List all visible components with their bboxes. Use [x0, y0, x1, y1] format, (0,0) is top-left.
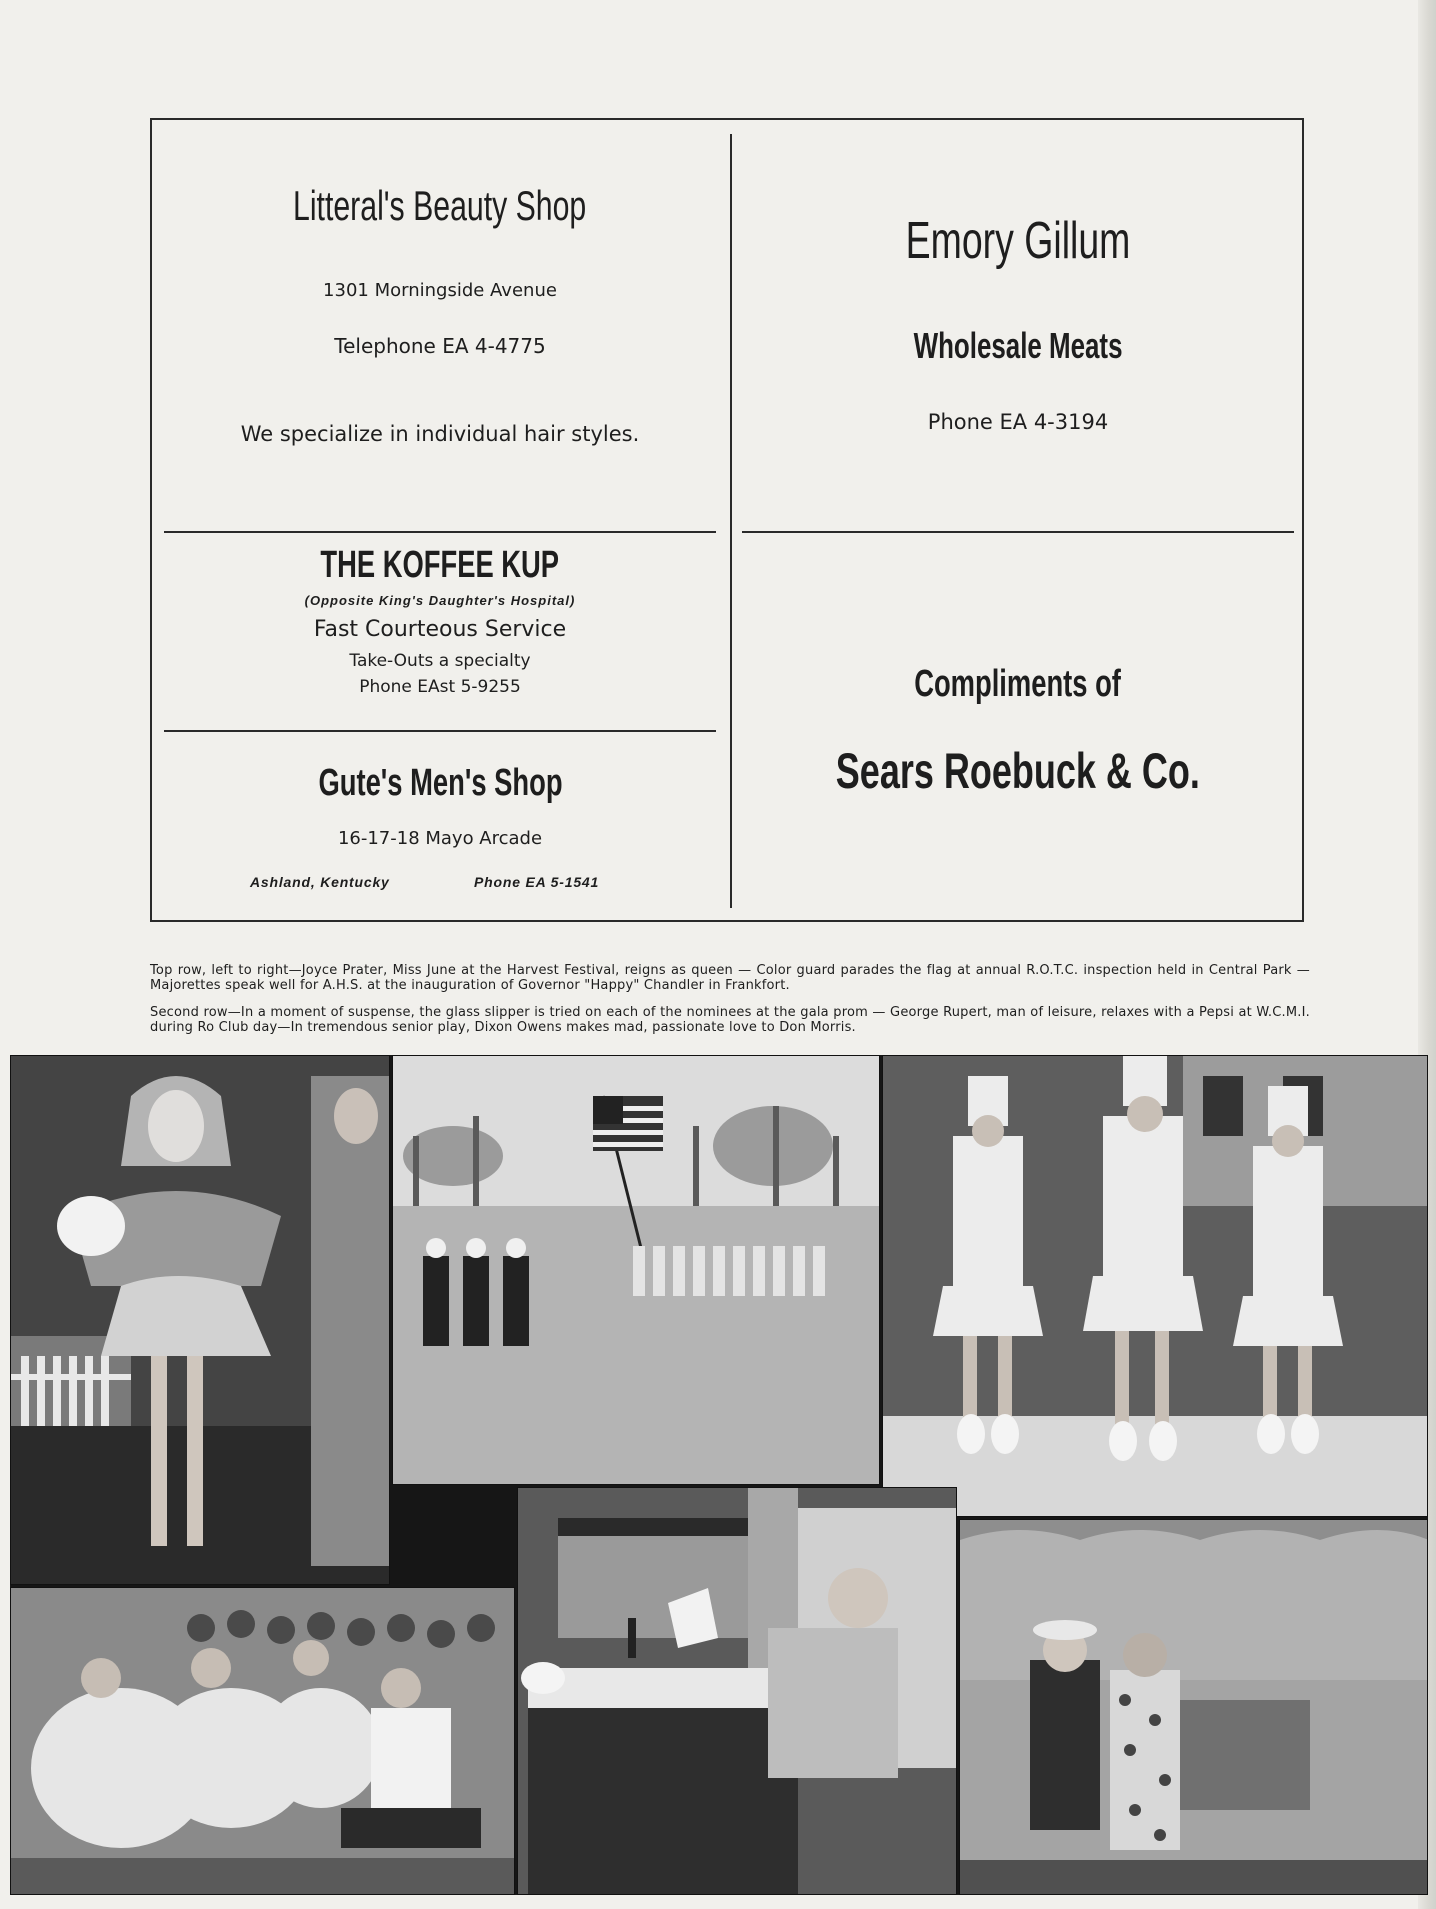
gutes-phone: Phone EA 5-1541 [474, 874, 600, 890]
gutes-city: Ashland, Kentucky [250, 874, 390, 890]
divider-left-lower [164, 730, 716, 732]
color-guard-illustration [393, 1056, 880, 1485]
photo-majorettes [882, 1055, 1428, 1517]
caption-top-row: Top row, left to right—Joyce Prater, Miss June at the Harvest Festival, reigns as queen — Color guard parades the flag at annual R.O.T.C. inspection held in Central Park — Majorettes speak well for A.H.S. at the inauguration of Governor "Happy" Chandler in Frankfort. [150, 963, 1310, 993]
george-rupert-illustration [518, 1488, 957, 1895]
koffee-location: (Opposite King's Daughter's Hospital) [304, 593, 576, 608]
koffee-title: THE KOFFEE KUP [320, 544, 560, 586]
koffee-service: Fast Courteous Service [313, 617, 567, 642]
vertical-divider [730, 134, 732, 908]
sears-compliments: Compliments of [914, 663, 1122, 705]
sears-title: Sears Roebuck & Co. [835, 743, 1201, 799]
glass-slipper-illustration [11, 1588, 515, 1895]
emory-phone: Phone EA 4-3194 [927, 410, 1109, 434]
photo-harvest-queen [10, 1055, 390, 1585]
divider-left-upper [164, 531, 716, 533]
emory-business: Wholesale Meats [913, 325, 1123, 366]
litterals-telephone: Telephone EA 4-4775 [334, 334, 546, 358]
photo-glass-slipper [10, 1587, 515, 1895]
photo-senior-play [959, 1519, 1428, 1895]
gutes-title: Gute's Men's Shop [317, 762, 563, 804]
caption-second-row: Second row—In a moment of suspense, the glass slipper is tried on each of the nominees at the gala prom — George Rupert, man of leisure, relaxes with a Pepsi at W.C.M.I. during Ro Club day—In tremendous senior play, Dixon Owens makes mad, passionate love to Don Morris. [150, 1005, 1310, 1035]
harvest-queen-illustration [11, 1056, 390, 1585]
koffee-phone: Phone EAst 5-9255 [359, 677, 521, 697]
gutes-address: 16-17-18 Mayo Arcade [337, 828, 543, 849]
majorettes-illustration [883, 1056, 1428, 1517]
photo-color-guard [392, 1055, 880, 1485]
emory-title: Emory Gillum [905, 212, 1131, 270]
divider-right [742, 531, 1294, 533]
litterals-title: Litteral's Beauty Shop [293, 182, 587, 229]
senior-play-illustration [960, 1520, 1428, 1895]
photo-george-rupert [517, 1487, 957, 1895]
litterals-address: 1301 Morningside Avenue [323, 280, 557, 301]
advertisement-box [150, 118, 1304, 922]
koffee-takeouts: Take-Outs a specialty [349, 651, 531, 671]
litterals-slogan: We specialize in individual hair styles. [240, 422, 640, 446]
photo-collage [10, 1055, 1428, 1895]
